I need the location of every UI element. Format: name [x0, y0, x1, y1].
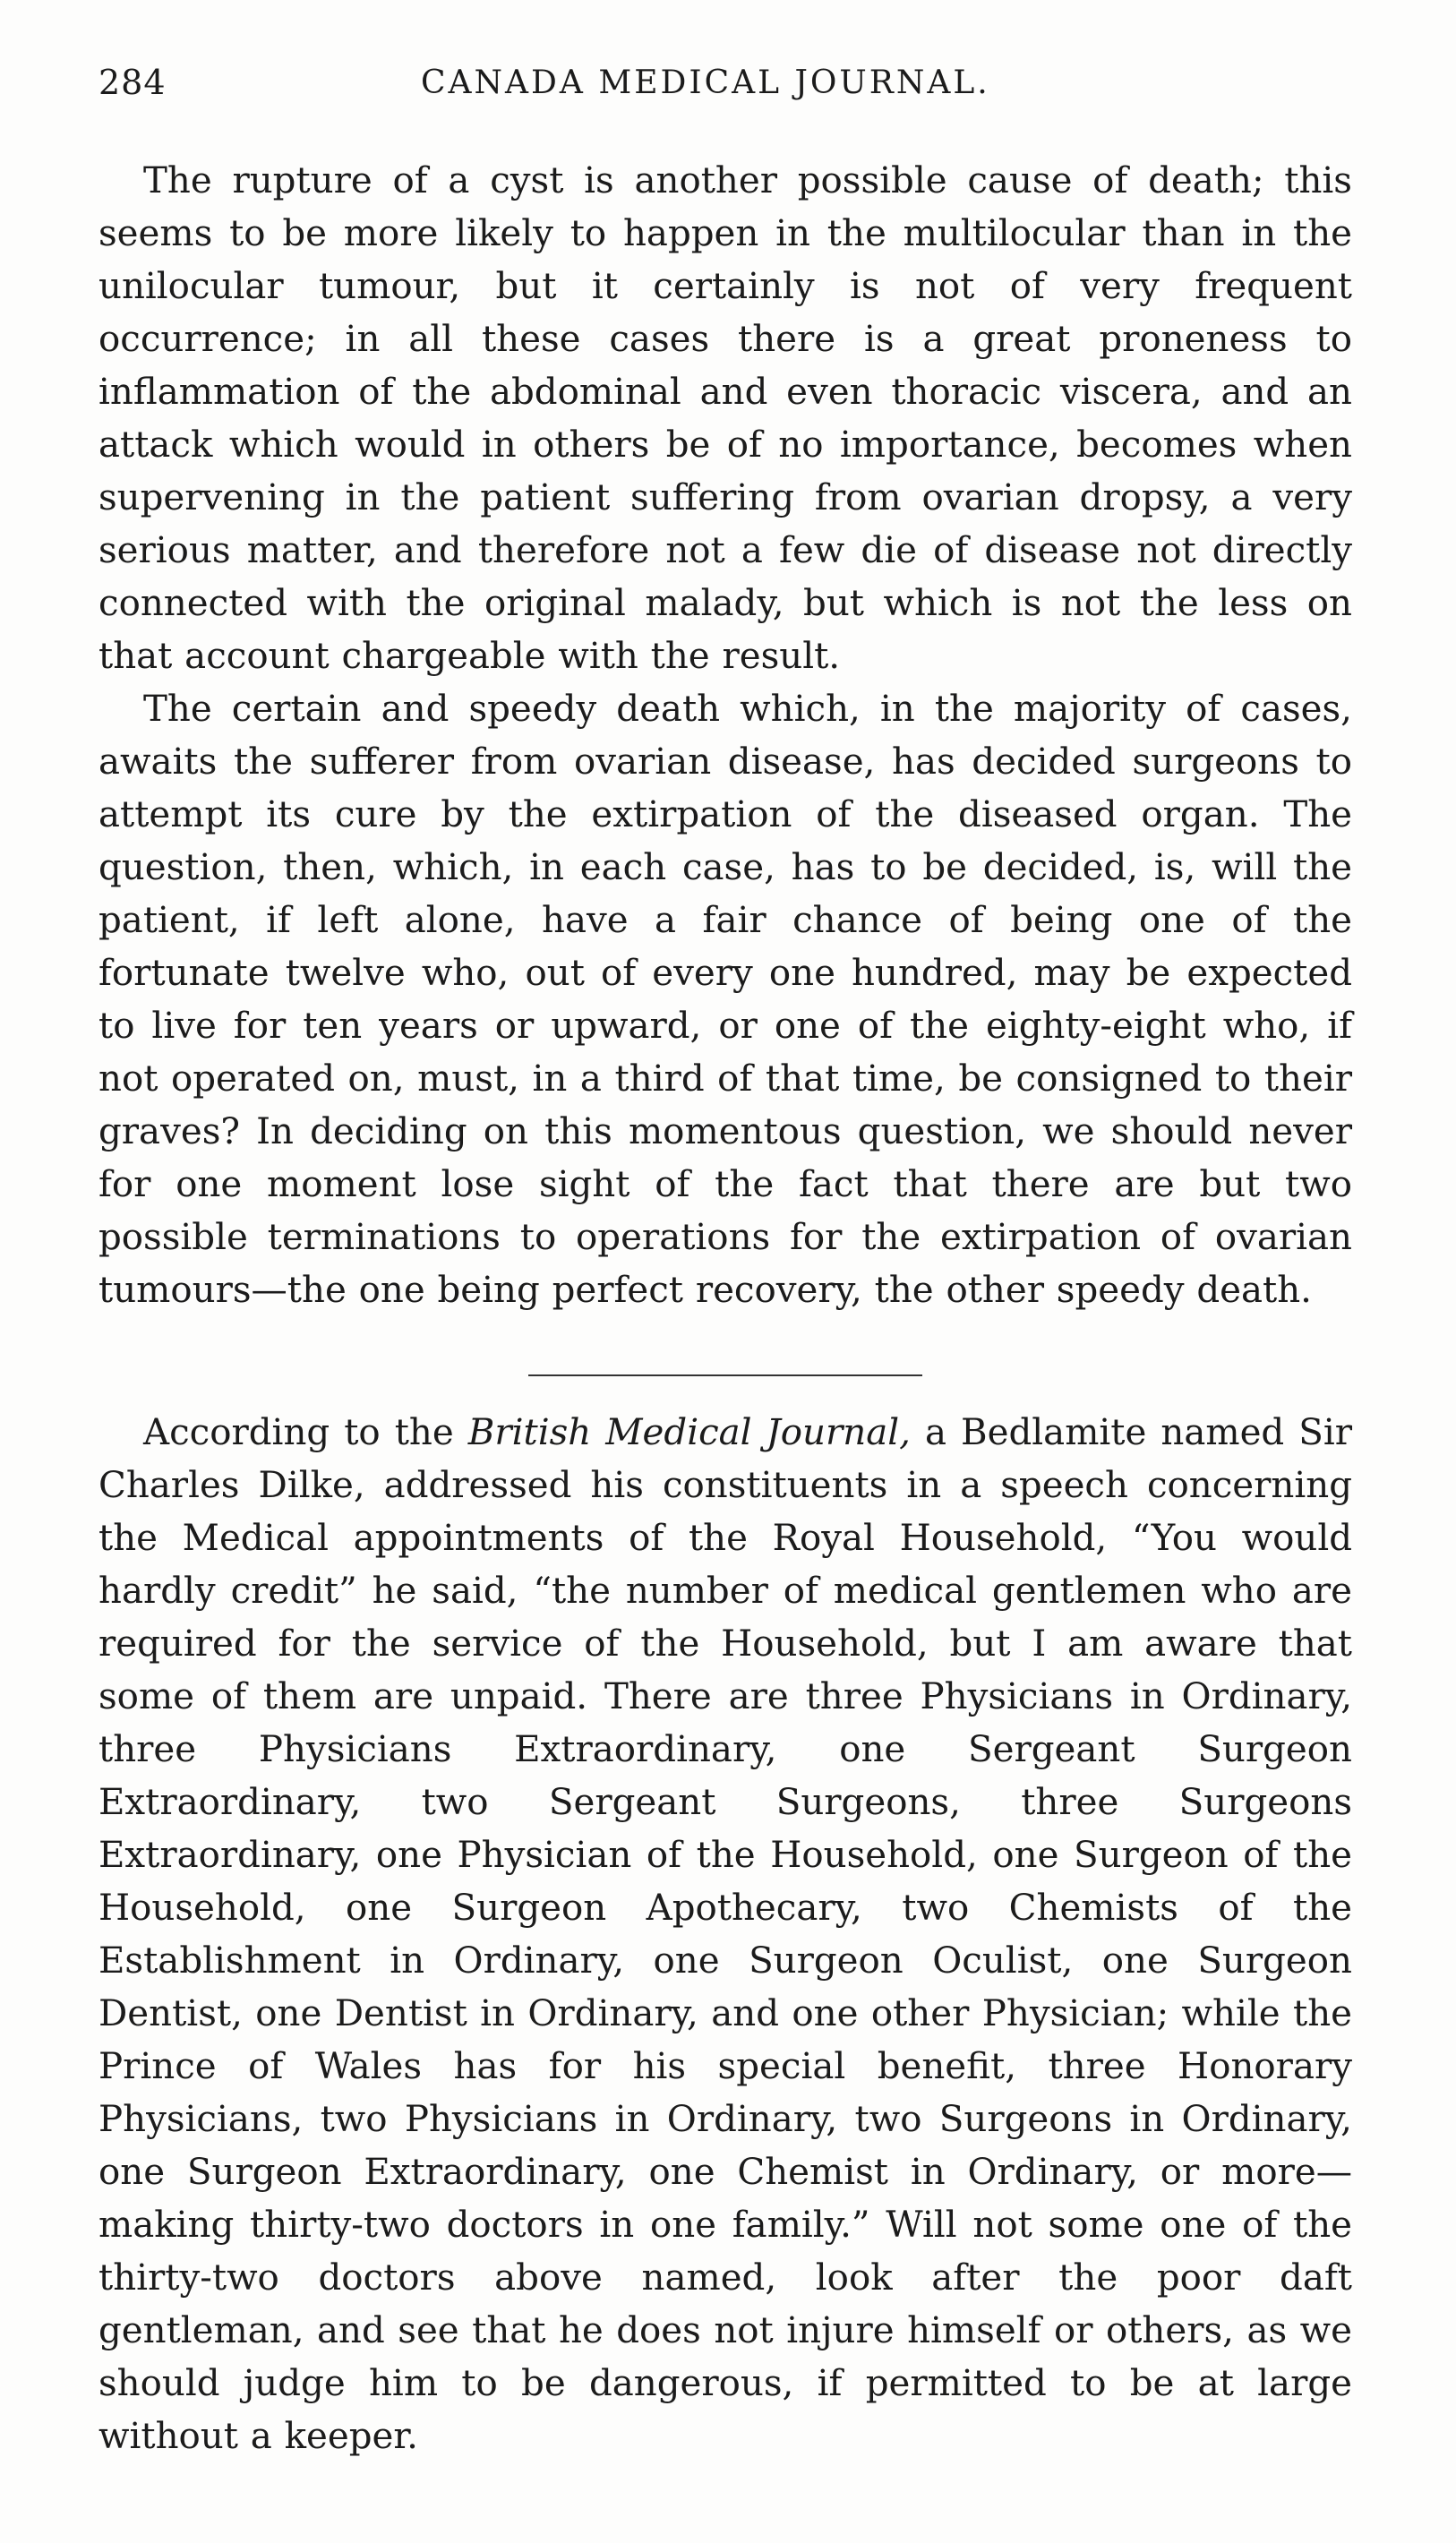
article-royal-household: [98, 1406, 1352, 2462]
journal-name: British Medical Journal,: [467, 1411, 911, 1453]
running-title: CANADA MEDICAL JOURNAL.: [421, 64, 990, 101]
paragraph-rupture-of-cyst: The rupture of a cyst is another possible cause of death; this seems to be more likely to happen in the multilocular than in the unilocular tumour, but it certainly is not of very frequent occurrence; in all these cases there is a great proneness to inflammation of the abdominal and even thoracic viscera, and an attack which would in others be of no importance, becomes when supervening in the patient suffering from ovarian dropsy, a very serious matter, and therefore not a few die of disease not directly connected with the original malady, but which is not the less on that account chargeable with the result.: [98, 159, 1352, 677]
page-header: [98, 63, 1352, 116]
article-ovarian-disease: [98, 154, 1352, 1316]
paragraph-according-to: [98, 1406, 1352, 2462]
page-number: 284: [98, 63, 167, 102]
body-text: a Bedlamite named Sir Charles Dilke, addressed his constituents in a speech concerning the Medical appointments of the Royal Household, “You would hardly credit” he said, “the number of medical gentlemen who are required for the service of the Household, but I am aware that some of them are unpaid. There are three Physicians in Ordinary, three Physicians Extraordinary, one Sergeant Surgeon Extraordinary, two Sergeant Surgeons, three Surgeons Extraordinary, one Physician of the Household, one Surgeon of the Household, one Surgeon Apothecary, two Chemists of the Establishment in Ordinary, one Surgeon Oculist, one Surgeon Dentist, one Dentist in Ordinary, and one other Physician; while the Prince of Wales has for his special benefit, three Honorary Physicians, two Physicians in Ordinary, two Surgeons in Ordinary, one Surgeon Extraordinary, one Chemist in Ordinary, or more—making thirty-two doctors in one family.” Will not some one of the thirty-two doctors above named, look after the poor daft gentleman, and see that he does not injure himself or others, as we should judge him to be dangerous, if permitted to be at large without a keeper.: [98, 1411, 1353, 2457]
paragraph-certain-and-speedy-death: The certain and speedy death which, in the majority of cases, awaits the sufferer from ovarian disease, has decided surgeons to attempt its cure by the extirpation of the diseased organ. The question, then, which, in each case, has to be decided, is, will the patient, if left alone, have a fair chance of being one of the fortunate twelve who, out of every one hundred, may be expected to live for ten years or upward, or one of the eighty-eight who, if not operated on, must, in a third of that time, be consigned to their graves? In deciding on this momentous question, we should never for one moment lose sight of the fact that there are but two possible terminations to operations for the extirpation of ovarian tumours—the one being perfect recovery, the other speedy death.: [98, 688, 1352, 1311]
section-divider: [528, 1374, 922, 1376]
lead-text: According to the: [143, 1411, 454, 1453]
